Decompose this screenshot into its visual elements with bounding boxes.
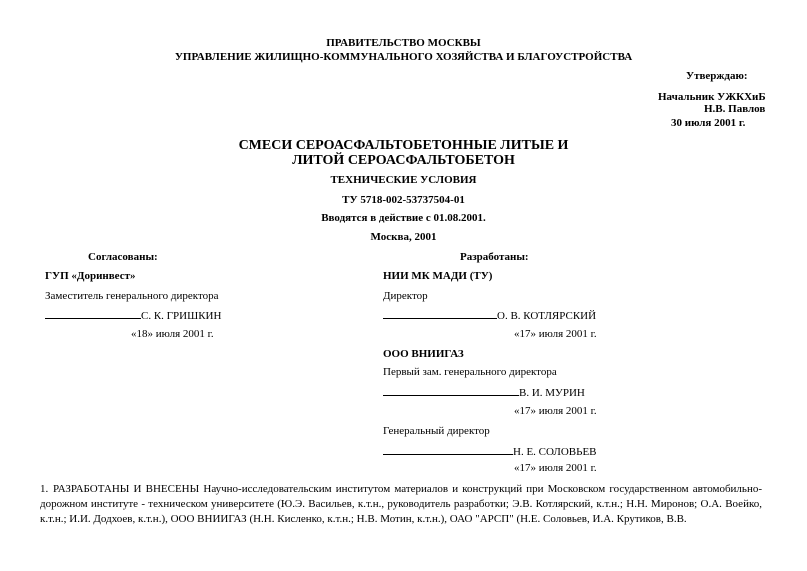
agreed-date: «18» июля 2001 г. (131, 328, 214, 340)
document-title-line1: СМЕСИ СЕРОАСФАЛЬТОБЕТОННЫЕ ЛИТЫЕ И (238, 138, 569, 153)
department-name: УПРАВЛЕНИЕ ЖИЛИЩНО-КОММУНАЛЬНОГО ХОЗЯЙСТВА И БЛАГОУСТРОЙСТВА (174, 51, 633, 63)
developed-org2-signature-row1 (383, 386, 585, 400)
developed-org1: НИИ МК МАДИ (ТУ) (383, 270, 493, 282)
agreed-heading: Согласованы: (88, 251, 158, 263)
signature-line (383, 386, 519, 396)
agreed-position: Заместитель генерального директора (45, 290, 219, 302)
developed-org2-signature-row2 (383, 445, 597, 459)
effective-date: Вводятся в действие с 01.08.2001. (321, 212, 486, 224)
document-code: ТУ 5718-002-53737504-01 (342, 194, 465, 206)
note-paragraph (40, 482, 762, 527)
developed-org2-name2: Н. Е. СОЛОВЬЕВ (513, 446, 597, 458)
signature-line (383, 445, 513, 455)
signature-line (45, 309, 141, 319)
approval-date: 30 июля 2001 г. (671, 117, 746, 129)
approval-name: Н.В. Павлов (704, 103, 766, 115)
note-text: РАЗРАБОТАНЫ И ВНЕСЕНЫ Научно-исследовательским институтом материалов и конструкций при Московском государственном автомобильно-дорожном институте - техническом университете (Ю.Э. Васильев, к.т.н., руководитель разработки; Э.В. Котлярский, к.т.н.; Н.Н. Миронов; О.А. Воейко, к.т.н.; И.И. Додхоев, к.т.н.), ООО ВНИИГАЗ (Н.Н. Кисленко, к.т.н.; Н.В. Мотин, к.т.н.), ОАО "АРСП" (Н.Е. Соловьев, И.А. Крутиков, В.В. (40, 483, 762, 525)
document-title-line2: ЛИТОЙ СЕРОАСФАЛЬТОБЕТОН (292, 153, 515, 168)
approval-label: Утверждаю: (686, 70, 748, 82)
developed-org1-position: Директор (383, 290, 428, 302)
developed-org2-date1: «17» июля 2001 г. (514, 405, 597, 417)
agreed-organization: ГУП «Доринвест» (45, 270, 136, 282)
developed-org1-date: «17» июля 2001 г. (514, 328, 597, 340)
agreed-name: С. К. ГРИШКИН (141, 310, 222, 322)
developed-org2-date2: «17» июля 2001 г. (514, 462, 597, 474)
developed-org2-name1: В. И. МУРИН (519, 387, 585, 399)
approval-position: Начальник УЖКХиБ (658, 91, 766, 103)
document-subtitle: ТЕХНИЧЕСКИЕ УСЛОВИЯ (330, 174, 477, 186)
developed-org1-signature-row (383, 309, 596, 323)
developed-org2-position2: Генеральный директор (383, 425, 490, 437)
government-name: ПРАВИТЕЛЬСТВО МОСКВЫ (326, 37, 481, 49)
developed-org1-name: О. В. КОТЛЯРСКИЙ (497, 310, 597, 322)
developed-org2-position1: Первый зам. генерального директора (383, 366, 557, 378)
signature-line (383, 309, 497, 319)
note-number: 1. (40, 483, 49, 495)
developed-heading: Разработаны: (460, 251, 529, 263)
place-year: Москва, 2001 (370, 231, 437, 243)
agreed-signature-row (45, 309, 221, 323)
developed-org2: ООО ВНИИГАЗ (383, 348, 464, 360)
